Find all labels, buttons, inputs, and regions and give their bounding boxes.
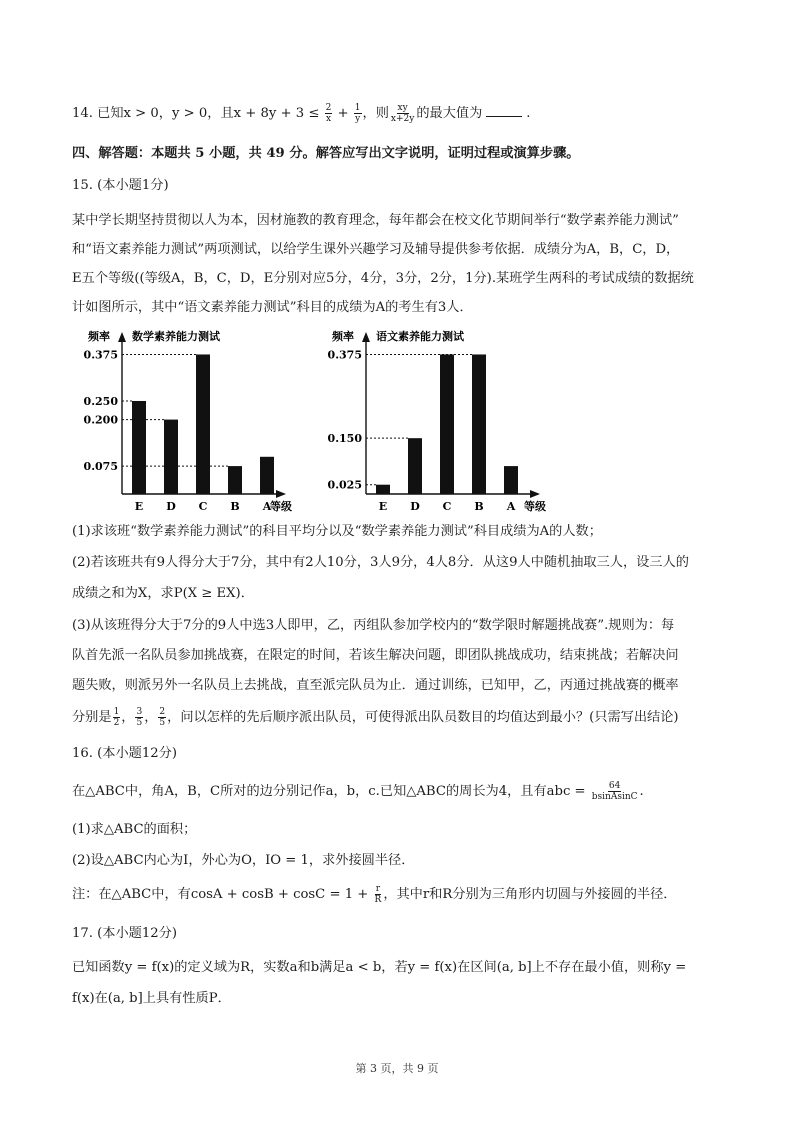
q15-part3-line: 题失败，则派另外一名队员上去挑战，直至派完队员为止．通过训练，已知甲，乙，丙通过挑战赛的概率 — [72, 678, 679, 693]
x-tick-label: B — [474, 500, 484, 513]
q15-part2-line: (2)若该班共有9人得分大于7分，其中有2人10分，3人9分，4人8分．从这9人中随机抽取三人，设三人的 — [72, 555, 689, 570]
q16-note: 注：在△ABC中，有cosA + cosB + cosC = 1 + $\frac{r}{R}$ ，其中r和R分别为三角形内切圆与外接圆的半径． — [72, 884, 677, 905]
prob-fraction: $\frac{1}{2}$ — [113, 707, 120, 728]
x-tick-label: E — [134, 500, 144, 513]
page-footer: 第 3 页，共 9 页 — [355, 1062, 439, 1075]
answer-blank — [486, 104, 522, 117]
q16-header: 16. (本小题12分) — [72, 746, 177, 761]
x-tick-label: C — [442, 500, 452, 513]
math-chart — [76, 326, 306, 516]
bar — [408, 438, 422, 494]
prob-fraction: $\frac{2}{5}$ — [159, 707, 166, 728]
y-axis-arrow-icon — [362, 332, 370, 342]
q14-fraction-1-over-y: $\frac{1}{y}$ — [354, 103, 361, 124]
y-tick-label: 0.375 — [83, 348, 118, 362]
q14-line: 14. 已知x > 0，y > 0，且x + 8y + 3 ≤ $\frac{2}{x}$ + $\frac{1}{y}$ ，则 $\frac{xy}{x+2y}$ 的最大值为 . — [72, 103, 531, 124]
x-axis-label: 等级 — [270, 500, 292, 513]
q15-part1: (1)求该班“数学素养能力测试”的科目平均分以及“数学素养能力测试”科目成绩为A的人数； — [72, 524, 602, 539]
q15-text-line: E五个等级((等级A，B，C，D，E分别对应5分，4分，3分，2分，1分).某班学生两科的考试成绩的数据统 — [72, 271, 694, 286]
q16-part2: (2)设△ABC内心为I，外心为O，IO = 1，求外接圆半径． — [72, 853, 415, 868]
x-tick-label: B — [230, 500, 240, 513]
q14-fraction-2-over-x: $\frac{2}{x}$ — [325, 103, 332, 124]
y-tick-label: 0.250 — [83, 394, 118, 408]
x-axis-arrow-icon — [530, 490, 540, 498]
bar — [164, 420, 178, 494]
q15-text-line: 某中学长期坚持贯彻以人为本，因材施教的教育理念，每年都会在校文化节期间举行“数学素养能力测试” — [72, 213, 679, 228]
chart-title: 语文素养能力测试 — [376, 330, 464, 343]
y-axis-arrow-icon — [118, 332, 126, 342]
bar — [440, 354, 454, 494]
bar — [132, 401, 146, 494]
y-tick-label: 0.200 — [83, 413, 118, 427]
y-tick-label: 0.150 — [327, 432, 362, 446]
q16-line1: 在△ABC中，角A，B，C所对的边分别记作a，b，c.已知△ABC的周长为4，且有abc = $\frac{64}{\text{bsinAsinC}}$ . — [72, 781, 644, 802]
q14-fraction-xy: $\frac{xy}{x+2y}$ — [390, 103, 415, 124]
q15-text-line: 和“语文素养能力测试”两项测试，以给学生课外兴趣学习及辅导提供参考依据．成绩分为A，B，C，D， — [72, 242, 680, 257]
x-tick-label: A — [262, 500, 272, 513]
q16-fraction: $\frac{64}{\text{bsinAsinC}}$ — [591, 781, 638, 802]
x-tick-label: C — [198, 500, 208, 513]
chinese-chart-svg — [320, 326, 560, 516]
q17-text-line: f(x)在(a, b]上具有性质P． — [72, 991, 231, 1006]
q15-part3-line: 队首先派一名队员参加挑战赛，在限定的时间，若该生解决问题，即团队挑战成功，结束挑战；若解决问 — [72, 648, 679, 663]
y-tick-label: 0.375 — [327, 348, 362, 362]
x-axis-label: 等级 — [524, 500, 546, 513]
q15-part3-last: 分别是 $\frac{1}{2}$ ， $\frac{3}{5}$ ， $\frac{2}{5}$ ，问以怎样的先后顺序派出队员，可使得派出队员数目的均值达到最小？(只需写出结论) — [72, 707, 679, 728]
q15-header: 15. (本小题1分) — [72, 178, 169, 193]
x-tick-label: A — [506, 500, 516, 513]
q15-text-line: 计如图所示，其中“语文素养能力测试”科目的成绩为A的考生有3人． — [72, 300, 473, 315]
y-axis-label: 频率 — [88, 330, 110, 343]
y-tick-label: 0.075 — [83, 460, 118, 474]
r-over-R-fraction: $\frac{r}{R}$ — [374, 884, 382, 905]
q17-text-line: 已知函数y = f(x)的定义域为R，实数a和b满足a < b，若y = f(x)在区间(a, b]上不存在最小值，则称y = — [72, 960, 687, 975]
bar — [228, 466, 242, 494]
prob-fraction: $\frac{3}{5}$ — [136, 707, 143, 728]
y-tick-label: 0.025 — [327, 478, 362, 492]
bar — [472, 354, 486, 494]
bar — [376, 485, 390, 494]
x-tick-label: D — [166, 500, 176, 513]
q14-prefix: 14. 已知x > 0，y > 0，且x + 8y + 3 ≤ — [72, 106, 324, 121]
q17-header: 17. (本小题12分) — [72, 926, 177, 941]
x-tick-label: D — [410, 500, 420, 513]
section-heading: 四、解答题：本题共 5 小题，共 49 分。解答应写出文字说明，证明过程或演算步骤。 — [72, 146, 580, 161]
math-chart-svg — [76, 326, 306, 516]
chinese-chart — [320, 326, 560, 516]
q16-part1: (1)求△ABC的面积； — [72, 822, 197, 837]
y-axis-label: 频率 — [332, 330, 354, 343]
q15-part2-line: 成绩之和为X，求P(X ≥ EX)． — [72, 586, 254, 601]
q15-part3-line: (3)从该班得分大于7分的9人中选3人即甲，乙，丙组队参加学校内的“数学限时解题挑战赛”.规则为：每 — [72, 618, 675, 633]
chart-title: 数学素养能力测试 — [132, 330, 220, 343]
bar — [196, 354, 210, 494]
x-tick-label: E — [378, 500, 388, 513]
bar — [260, 457, 274, 494]
x-axis-arrow-icon — [276, 490, 286, 498]
bar — [504, 466, 518, 494]
